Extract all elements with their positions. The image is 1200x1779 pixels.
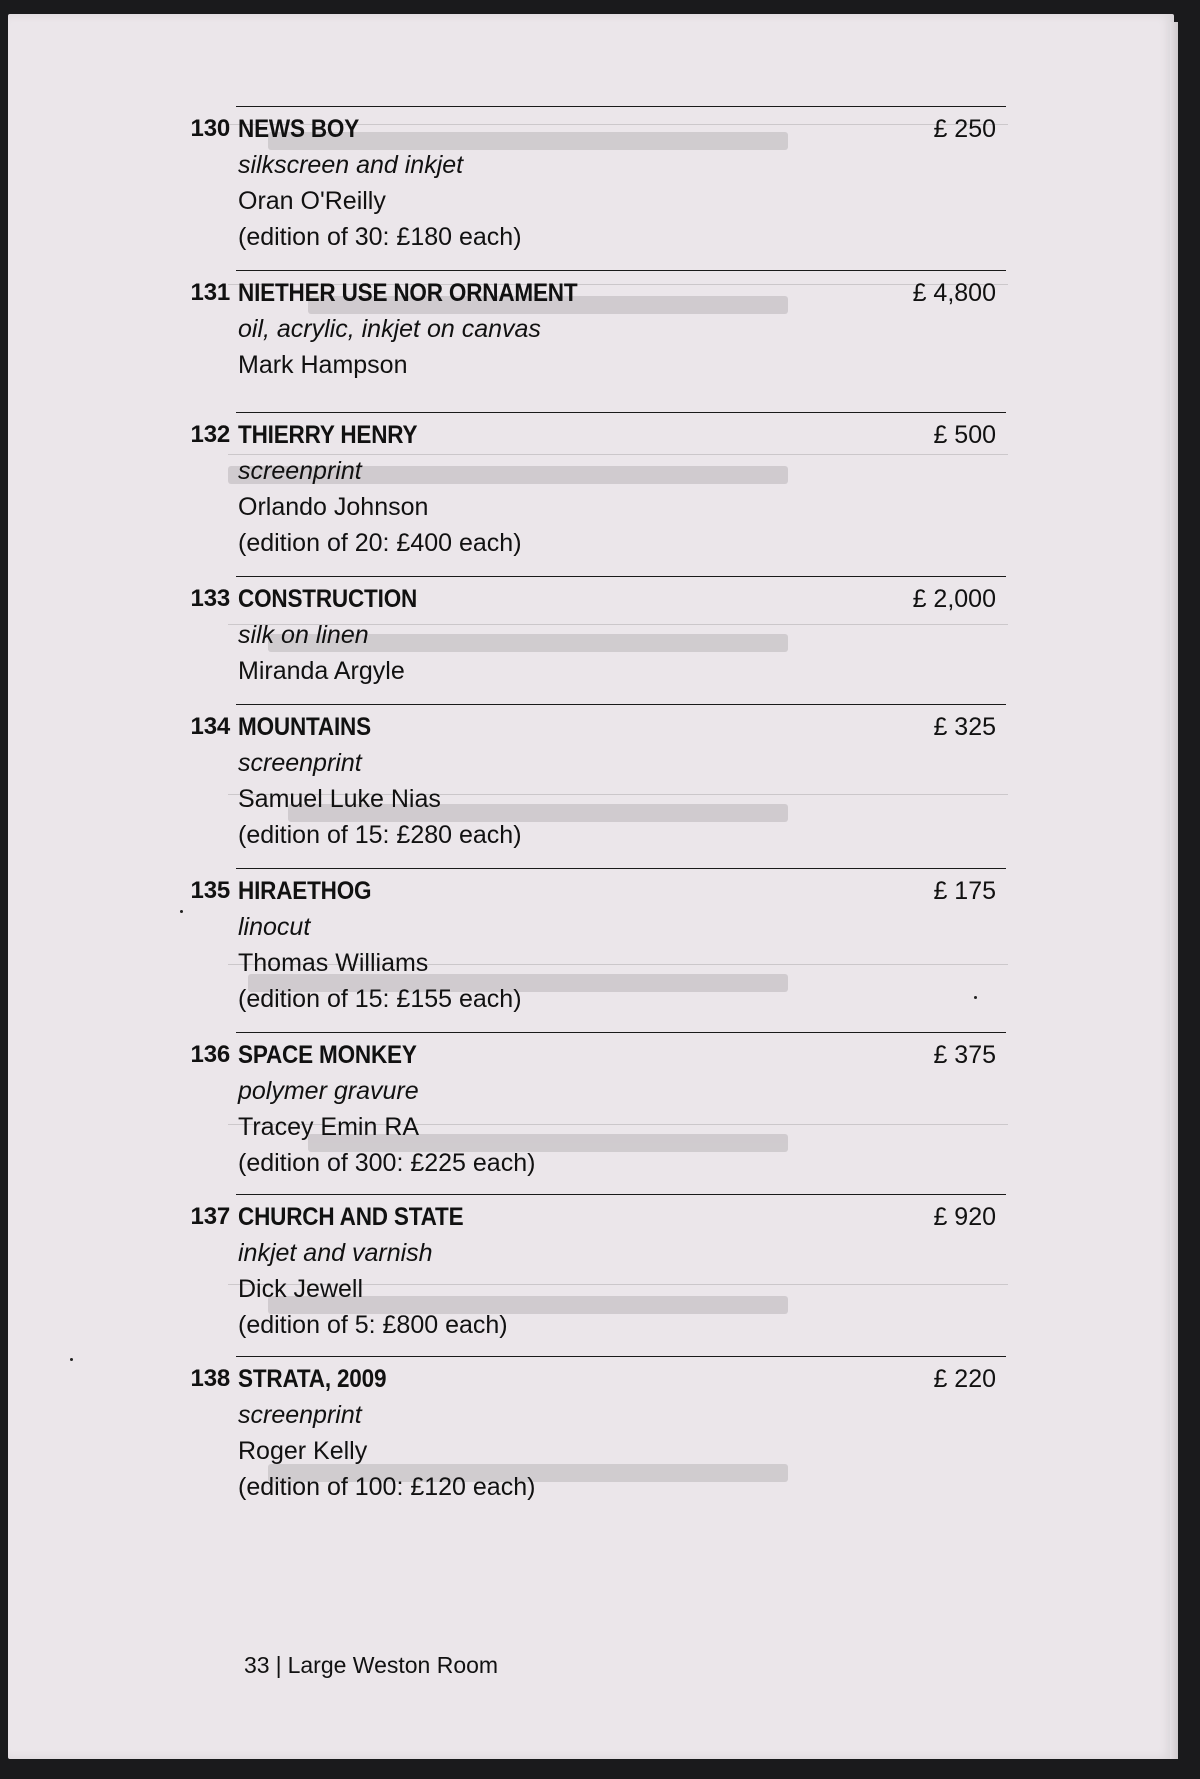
entry-artist: Dick Jewell xyxy=(238,1275,364,1303)
entry-number: 137 xyxy=(190,1203,230,1230)
entry-number: 131 xyxy=(190,279,230,306)
catalogue-entry xyxy=(190,1194,1006,1357)
entry-title: THIERRY HENRY xyxy=(238,421,418,449)
entry-artist: Thomas Williams xyxy=(238,949,429,977)
entry-number: 138 xyxy=(190,1365,230,1392)
catalogue-entry xyxy=(190,868,1006,1031)
entry-title: MOUNTAINS xyxy=(238,713,371,741)
entry-artist: Tracey Emin RA xyxy=(238,1113,420,1141)
entry-artist: Miranda Argyle xyxy=(238,657,405,685)
entry-artist: Roger Kelly xyxy=(238,1437,368,1465)
entry-number: 136 xyxy=(190,1041,230,1068)
entry-edition: (edition of 20: £400 each) xyxy=(238,529,522,557)
entry-price: £ 325 xyxy=(933,713,996,741)
entry-medium: inkjet and varnish xyxy=(238,1239,433,1267)
entry-price: £ 250 xyxy=(933,115,996,143)
catalogue-entry xyxy=(190,412,1006,575)
footer-separator: | xyxy=(275,1652,282,1678)
entry-medium: screenprint xyxy=(238,749,362,777)
entry-medium: screenprint xyxy=(238,457,362,485)
catalogue-entry xyxy=(190,270,1006,397)
entry-artist: Samuel Luke Nias xyxy=(238,785,441,813)
entry-price: £ 220 xyxy=(933,1365,996,1393)
entry-artist: Mark Hampson xyxy=(238,351,408,379)
entry-price: £ 500 xyxy=(933,421,996,449)
entry-artist: Oran O'Reilly xyxy=(238,187,386,215)
entry-title: NIETHER USE NOR ORNAMENT xyxy=(238,279,578,307)
entry-edition: (edition of 100: £120 each) xyxy=(238,1473,536,1501)
room-name: Large Weston Room xyxy=(287,1652,499,1678)
catalogue-entry xyxy=(190,1032,1006,1195)
entry-edition: (edition of 15: £280 each) xyxy=(238,821,522,849)
catalogue-entry xyxy=(190,106,1006,269)
entry-edition: (edition of 30: £180 each) xyxy=(238,223,522,251)
entry-price: £ 175 xyxy=(933,877,996,905)
entry-price: £ 2,000 xyxy=(912,585,996,613)
entry-price: £ 375 xyxy=(933,1041,996,1069)
page-number: 33 xyxy=(244,1652,270,1678)
entry-artist: Orlando Johnson xyxy=(238,493,429,521)
entry-number: 132 xyxy=(190,421,230,448)
entry-title: SPACE MONKEY xyxy=(238,1041,417,1069)
paper-speck xyxy=(180,910,183,913)
catalogue-entry xyxy=(190,576,1006,703)
page-edge xyxy=(1170,22,1178,1759)
catalogue-page xyxy=(8,14,1174,1759)
entry-medium: silk on linen xyxy=(238,621,369,649)
entry-number: 133 xyxy=(190,585,230,612)
entry-medium: silkscreen and inkjet xyxy=(238,151,464,179)
entry-edition: (edition of 15: £155 each) xyxy=(238,985,522,1013)
entry-medium: linocut xyxy=(238,913,311,941)
entry-number: 130 xyxy=(190,115,230,142)
entry-edition: (edition of 5: £800 each) xyxy=(238,1311,508,1339)
paper-speck xyxy=(974,996,977,999)
entry-medium: oil, acrylic, inkjet on canvas xyxy=(238,315,541,343)
paper-speck xyxy=(70,1358,73,1361)
entry-number: 135 xyxy=(190,877,230,904)
entry-title: CHURCH AND STATE xyxy=(238,1203,464,1231)
entry-title: NEWS BOY xyxy=(238,115,360,143)
entry-price: £ 920 xyxy=(933,1203,996,1231)
entry-title: HIRAETHOG xyxy=(238,877,372,905)
page-footer xyxy=(244,1652,498,1679)
entry-title: STRATA, 2009 xyxy=(238,1365,387,1393)
entry-medium: polymer gravure xyxy=(238,1077,419,1105)
catalogue-entry xyxy=(190,1356,1006,1519)
entry-edition: (edition of 300: £225 each) xyxy=(238,1149,536,1177)
entry-title: CONSTRUCTION xyxy=(238,585,418,613)
entry-number: 134 xyxy=(190,713,230,740)
catalogue-entry xyxy=(190,704,1006,867)
entry-medium: screenprint xyxy=(238,1401,362,1429)
entry-price: £ 4,800 xyxy=(912,279,996,307)
